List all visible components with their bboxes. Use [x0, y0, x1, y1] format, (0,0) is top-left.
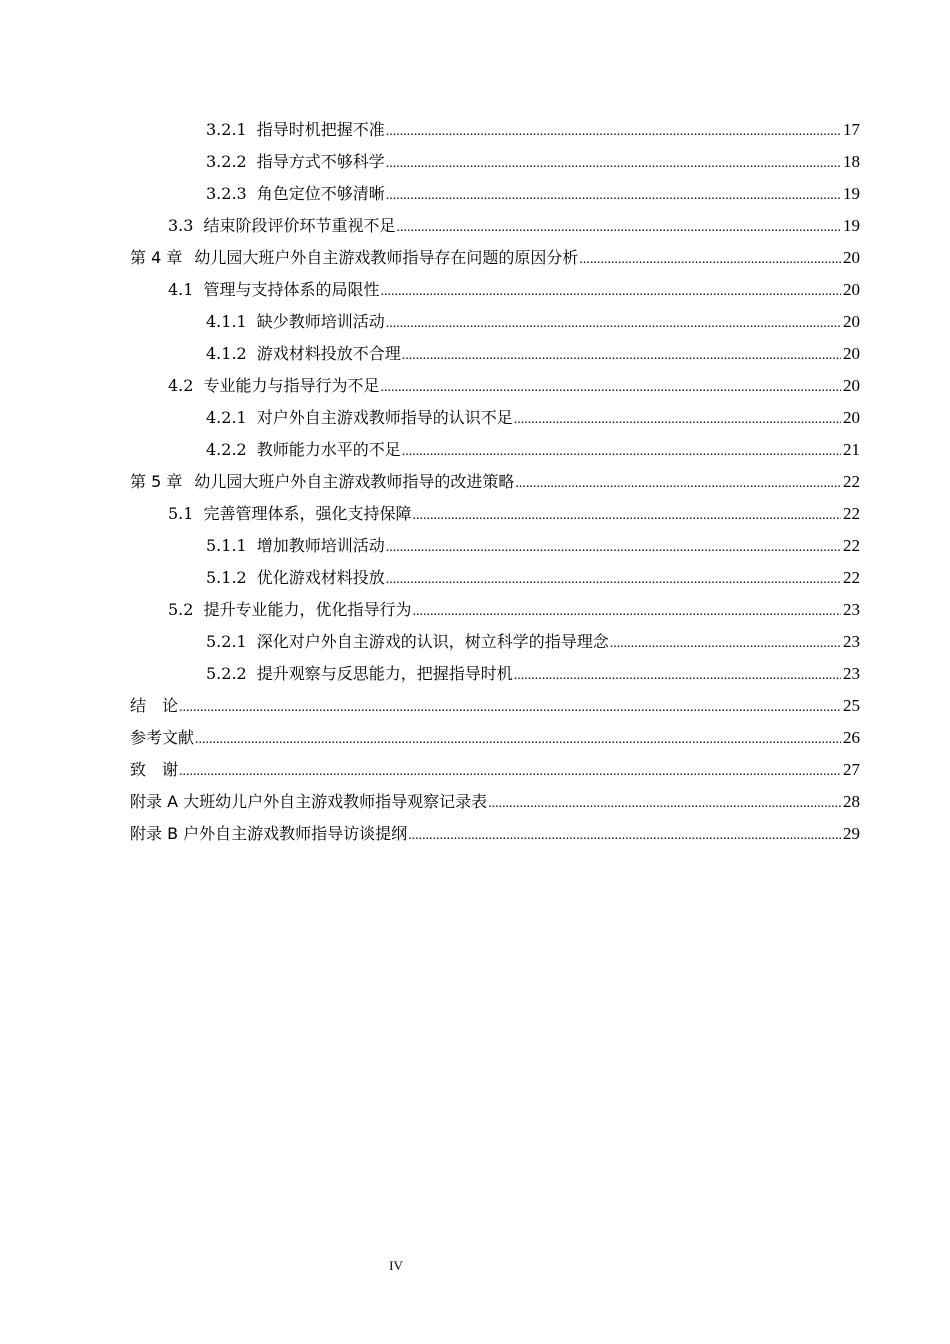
toc-entry-page: 17 [843, 120, 860, 139]
toc-entry-title: 游戏材料投放不合理 [256, 344, 401, 363]
toc-entry-number: 5.2.2 [206, 664, 247, 683]
toc-entry-number: 5.2 [168, 600, 194, 619]
toc-entry-page: 20 [843, 408, 860, 427]
toc-entry[interactable] [130, 402, 860, 434]
toc-entry-number: 5.2.1 [206, 632, 247, 651]
toc-entry[interactable] [130, 626, 860, 658]
toc-entry-title: 致 谢 [130, 760, 179, 779]
toc-entry-number: 4.2.2 [206, 440, 247, 459]
toc-entry-page: 29 [843, 824, 860, 843]
toc-entry-title: 增加教师培训活动 [256, 536, 385, 555]
toc-entry-page: 22 [843, 568, 860, 587]
toc-entry-page: 26 [843, 728, 860, 747]
toc-entry[interactable] [130, 498, 860, 530]
toc-entry-title: 结 论 [130, 696, 179, 715]
toc-entry[interactable] [130, 114, 860, 146]
table-of-contents [130, 114, 860, 850]
toc-entry[interactable] [130, 370, 860, 402]
toc-entry-page: 18 [843, 152, 860, 171]
toc-entry-number: 4.1.2 [206, 344, 247, 363]
toc-entry-page: 22 [843, 472, 860, 491]
dot-leader [488, 788, 841, 820]
toc-entry-page: 20 [843, 248, 860, 267]
dot-leader [610, 628, 841, 660]
toc-entry[interactable] [130, 722, 860, 754]
toc-entry-title: 缺少教师培训活动 [256, 312, 385, 331]
page-footer-number: IV [389, 1258, 403, 1273]
toc-entry-title: 指导方式不够科学 [256, 152, 385, 171]
toc-entry-page: 20 [843, 376, 860, 395]
toc-entry-page: 22 [843, 536, 860, 555]
toc-entry-page: 23 [843, 632, 860, 651]
toc-entry[interactable] [130, 786, 860, 818]
dot-leader [402, 340, 841, 372]
dot-leader [380, 276, 841, 308]
toc-entry-title: 指导时机把握不准 [256, 120, 385, 139]
toc-entry-title: 专业能力与指导行为不足 [203, 376, 380, 395]
toc-entry-number: 第 4 章 [130, 248, 183, 267]
dot-leader [179, 756, 841, 788]
dot-leader [412, 596, 841, 628]
toc-entry-page: 19 [843, 216, 860, 235]
dot-leader [386, 564, 841, 596]
toc-entry-page: 28 [843, 792, 860, 811]
toc-entry[interactable] [130, 274, 860, 306]
toc-entry-page: 20 [843, 344, 860, 363]
dot-leader [386, 532, 841, 564]
toc-entry-title: 结束阶段评价环节重视不足 [203, 216, 396, 235]
dot-leader [386, 180, 841, 212]
toc-entry[interactable] [130, 754, 860, 786]
toc-entry[interactable] [130, 242, 860, 274]
toc-entry[interactable] [130, 338, 860, 370]
dot-leader [179, 692, 841, 724]
toc-entry-page: 27 [843, 760, 860, 779]
toc-entry[interactable] [130, 466, 860, 498]
toc-entry-title: 幼儿园大班户外自主游戏教师指导存在问题的原因分析 [194, 248, 579, 267]
toc-entry-title: 角色定位不够清晰 [256, 184, 385, 203]
toc-entry-title: 对户外自主游戏教师指导的认识不足 [256, 408, 513, 427]
toc-entry-number: 3.2.2 [206, 152, 247, 171]
toc-entry-title: 提升专业能力，优化指导行为 [203, 600, 412, 619]
toc-entry[interactable] [130, 818, 860, 850]
dot-leader [396, 212, 841, 244]
toc-entry-title: 完善管理体系，强化支持保障 [203, 504, 412, 523]
toc-entry[interactable] [130, 594, 860, 626]
toc-entry[interactable] [130, 210, 860, 242]
dot-leader [195, 724, 841, 756]
toc-entry[interactable] [130, 530, 860, 562]
toc-entry-number: 5.1.1 [206, 536, 247, 555]
dot-leader [386, 148, 841, 180]
toc-entry-number: 5.1.2 [206, 568, 247, 587]
toc-entry-number: 4.2.1 [206, 408, 247, 427]
dot-leader [579, 244, 841, 276]
dot-leader [402, 436, 841, 468]
toc-entry-title: 教师能力水平的不足 [256, 440, 401, 459]
toc-entry-title: 参考文献 [130, 728, 195, 747]
toc-entry-page: 21 [843, 440, 860, 459]
toc-entry-title: 幼儿园大班户外自主游戏教师指导的改进策略 [194, 472, 515, 491]
toc-entry-number: 3.3 [168, 216, 194, 235]
dot-leader [515, 468, 841, 500]
dot-leader [380, 372, 841, 404]
toc-entry-title: 附录 B 户外自主游戏教师指导访谈提纲 [130, 824, 408, 843]
toc-entry-number: 4.2 [168, 376, 194, 395]
toc-entry-page: 23 [843, 664, 860, 683]
dot-leader [386, 308, 841, 340]
toc-entry[interactable] [130, 146, 860, 178]
toc-entry-number: 4.1.1 [206, 312, 247, 331]
toc-entry-title: 提升观察与反思能力，把握指导时机 [256, 664, 513, 683]
toc-entry-page: 25 [843, 696, 860, 715]
toc-entry-page: 20 [843, 312, 860, 331]
toc-entry-number: 3.2.1 [206, 120, 247, 139]
toc-entry[interactable] [130, 562, 860, 594]
toc-entry-page: 20 [843, 280, 860, 299]
dot-leader [408, 820, 841, 852]
toc-entry[interactable] [130, 178, 860, 210]
toc-entry-number: 3.2.3 [206, 184, 247, 203]
toc-entry[interactable] [130, 690, 860, 722]
dot-leader [514, 404, 841, 436]
toc-entry-page: 23 [843, 600, 860, 619]
toc-entry-page: 19 [843, 184, 860, 203]
toc-entry-title: 管理与支持体系的局限性 [203, 280, 380, 299]
toc-entry-page: 22 [843, 504, 860, 523]
dot-leader [412, 500, 841, 532]
dot-leader [386, 116, 841, 148]
toc-entry[interactable] [130, 434, 860, 466]
toc-entry-number: 4.1 [168, 280, 194, 299]
toc-entry-title: 优化游戏材料投放 [256, 568, 385, 587]
toc-entry-number: 5.1 [168, 504, 194, 523]
dot-leader [514, 660, 841, 692]
toc-entry-title: 附录 A 大班幼儿户外自主游戏教师指导观察记录表 [130, 792, 488, 811]
toc-entry[interactable] [130, 306, 860, 338]
toc-entry-title: 深化对户外自主游戏的认识，树立科学的指导理念 [256, 632, 609, 651]
toc-entry-number: 第 5 章 [130, 472, 183, 491]
toc-entry[interactable] [130, 658, 860, 690]
